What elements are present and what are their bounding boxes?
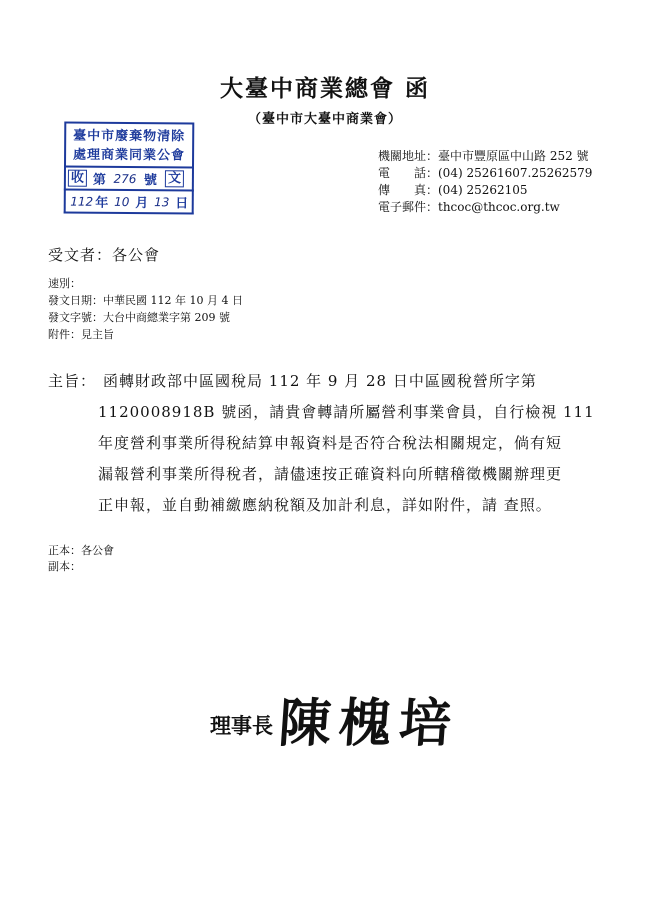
email-label: 電子郵件： — [378, 200, 439, 214]
stamp-organization — [64, 122, 194, 169]
document-subtitle: （臺中市大臺中商業會） — [247, 112, 402, 127]
fax-label: 傳 真： — [378, 183, 439, 197]
stamp-org-line2: 處理商業同業公會 — [73, 147, 186, 164]
main-copy: 正本：各公會 — [48, 544, 114, 557]
meta-date: 發文日期：中華民國 112 年 10 月 4 日 — [48, 294, 243, 307]
stamp-year: 112 — [70, 194, 94, 209]
stamp-num-label: 第 — [92, 172, 106, 188]
stamp-date-row — [64, 191, 194, 215]
contact-phone — [378, 165, 592, 182]
stamp-recv-label: 收 — [68, 170, 87, 187]
contact-fax — [378, 182, 592, 199]
receipt-stamp — [64, 122, 195, 213]
subject-label: 主旨： — [48, 372, 97, 390]
signature — [210, 670, 462, 754]
meta-number: 發文字號：大台中商總業字第 209 號 — [48, 311, 230, 324]
address-label: 機關地址： — [378, 149, 439, 163]
stamp-year-label: 年 — [95, 195, 109, 211]
signatory-role: 理事長 — [210, 714, 273, 738]
subject-line-4: 漏報營利事業所得稅者，請儘速按正確資料向所轄稽徵機關辦理更 — [98, 465, 563, 483]
fax-value: (04) 25262105 — [438, 183, 528, 197]
subject-line-3: 年度營利事業所得稅結算申報資料是否符合稅法相關規定，倘有短 — [98, 434, 563, 452]
subject-line-1: 函轉財政部中區國稅局 112 年 9 月 28 日中區國稅營所字第 — [103, 372, 537, 390]
stamp-month: 10 — [114, 194, 130, 209]
contact-info — [378, 148, 592, 216]
stamp-month-label: 月 — [135, 196, 149, 212]
signatory-name: 陳槐培 — [276, 694, 462, 754]
meta-speed: 速別： — [48, 277, 81, 290]
subject-body — [98, 397, 595, 521]
stamp-num-value: 276 — [113, 171, 137, 186]
subject-line-5: 正申報，並自動補繳應納稅額及加計利息，詳如附件，請 查照。 — [98, 496, 552, 514]
phone-label: 電 話： — [378, 166, 439, 180]
address-value: 臺中市豐原區中山路 252 號 — [438, 149, 589, 163]
phone-value: (04) 25261607.25262579 — [438, 166, 593, 180]
document-title: 大臺中商業總會 函 — [219, 75, 430, 102]
stamp-org-line1: 臺中市廢棄物清除 — [73, 128, 186, 145]
stamp-hao-label: 號 — [143, 173, 158, 189]
stamp-number-row — [64, 168, 194, 192]
email-value: thcoc@thcoc.org.tw — [438, 200, 560, 214]
document-meta — [48, 275, 243, 343]
contact-address — [378, 148, 592, 165]
carbon-copy: 副本： — [48, 560, 81, 573]
subject-line-2: 1120008918B 號函，請貴會轉請所屬營利事業會員，自行檢視 111 — [98, 403, 595, 421]
stamp-day: 13 — [154, 194, 170, 209]
stamp-wen-label: 文 — [165, 170, 184, 187]
stamp-day-label: 日 — [175, 196, 189, 212]
recipient: 受文者：各公會 — [48, 246, 161, 264]
contact-email — [378, 199, 592, 216]
distribution — [48, 543, 114, 575]
meta-attachment: 附件：見主旨 — [48, 328, 114, 341]
